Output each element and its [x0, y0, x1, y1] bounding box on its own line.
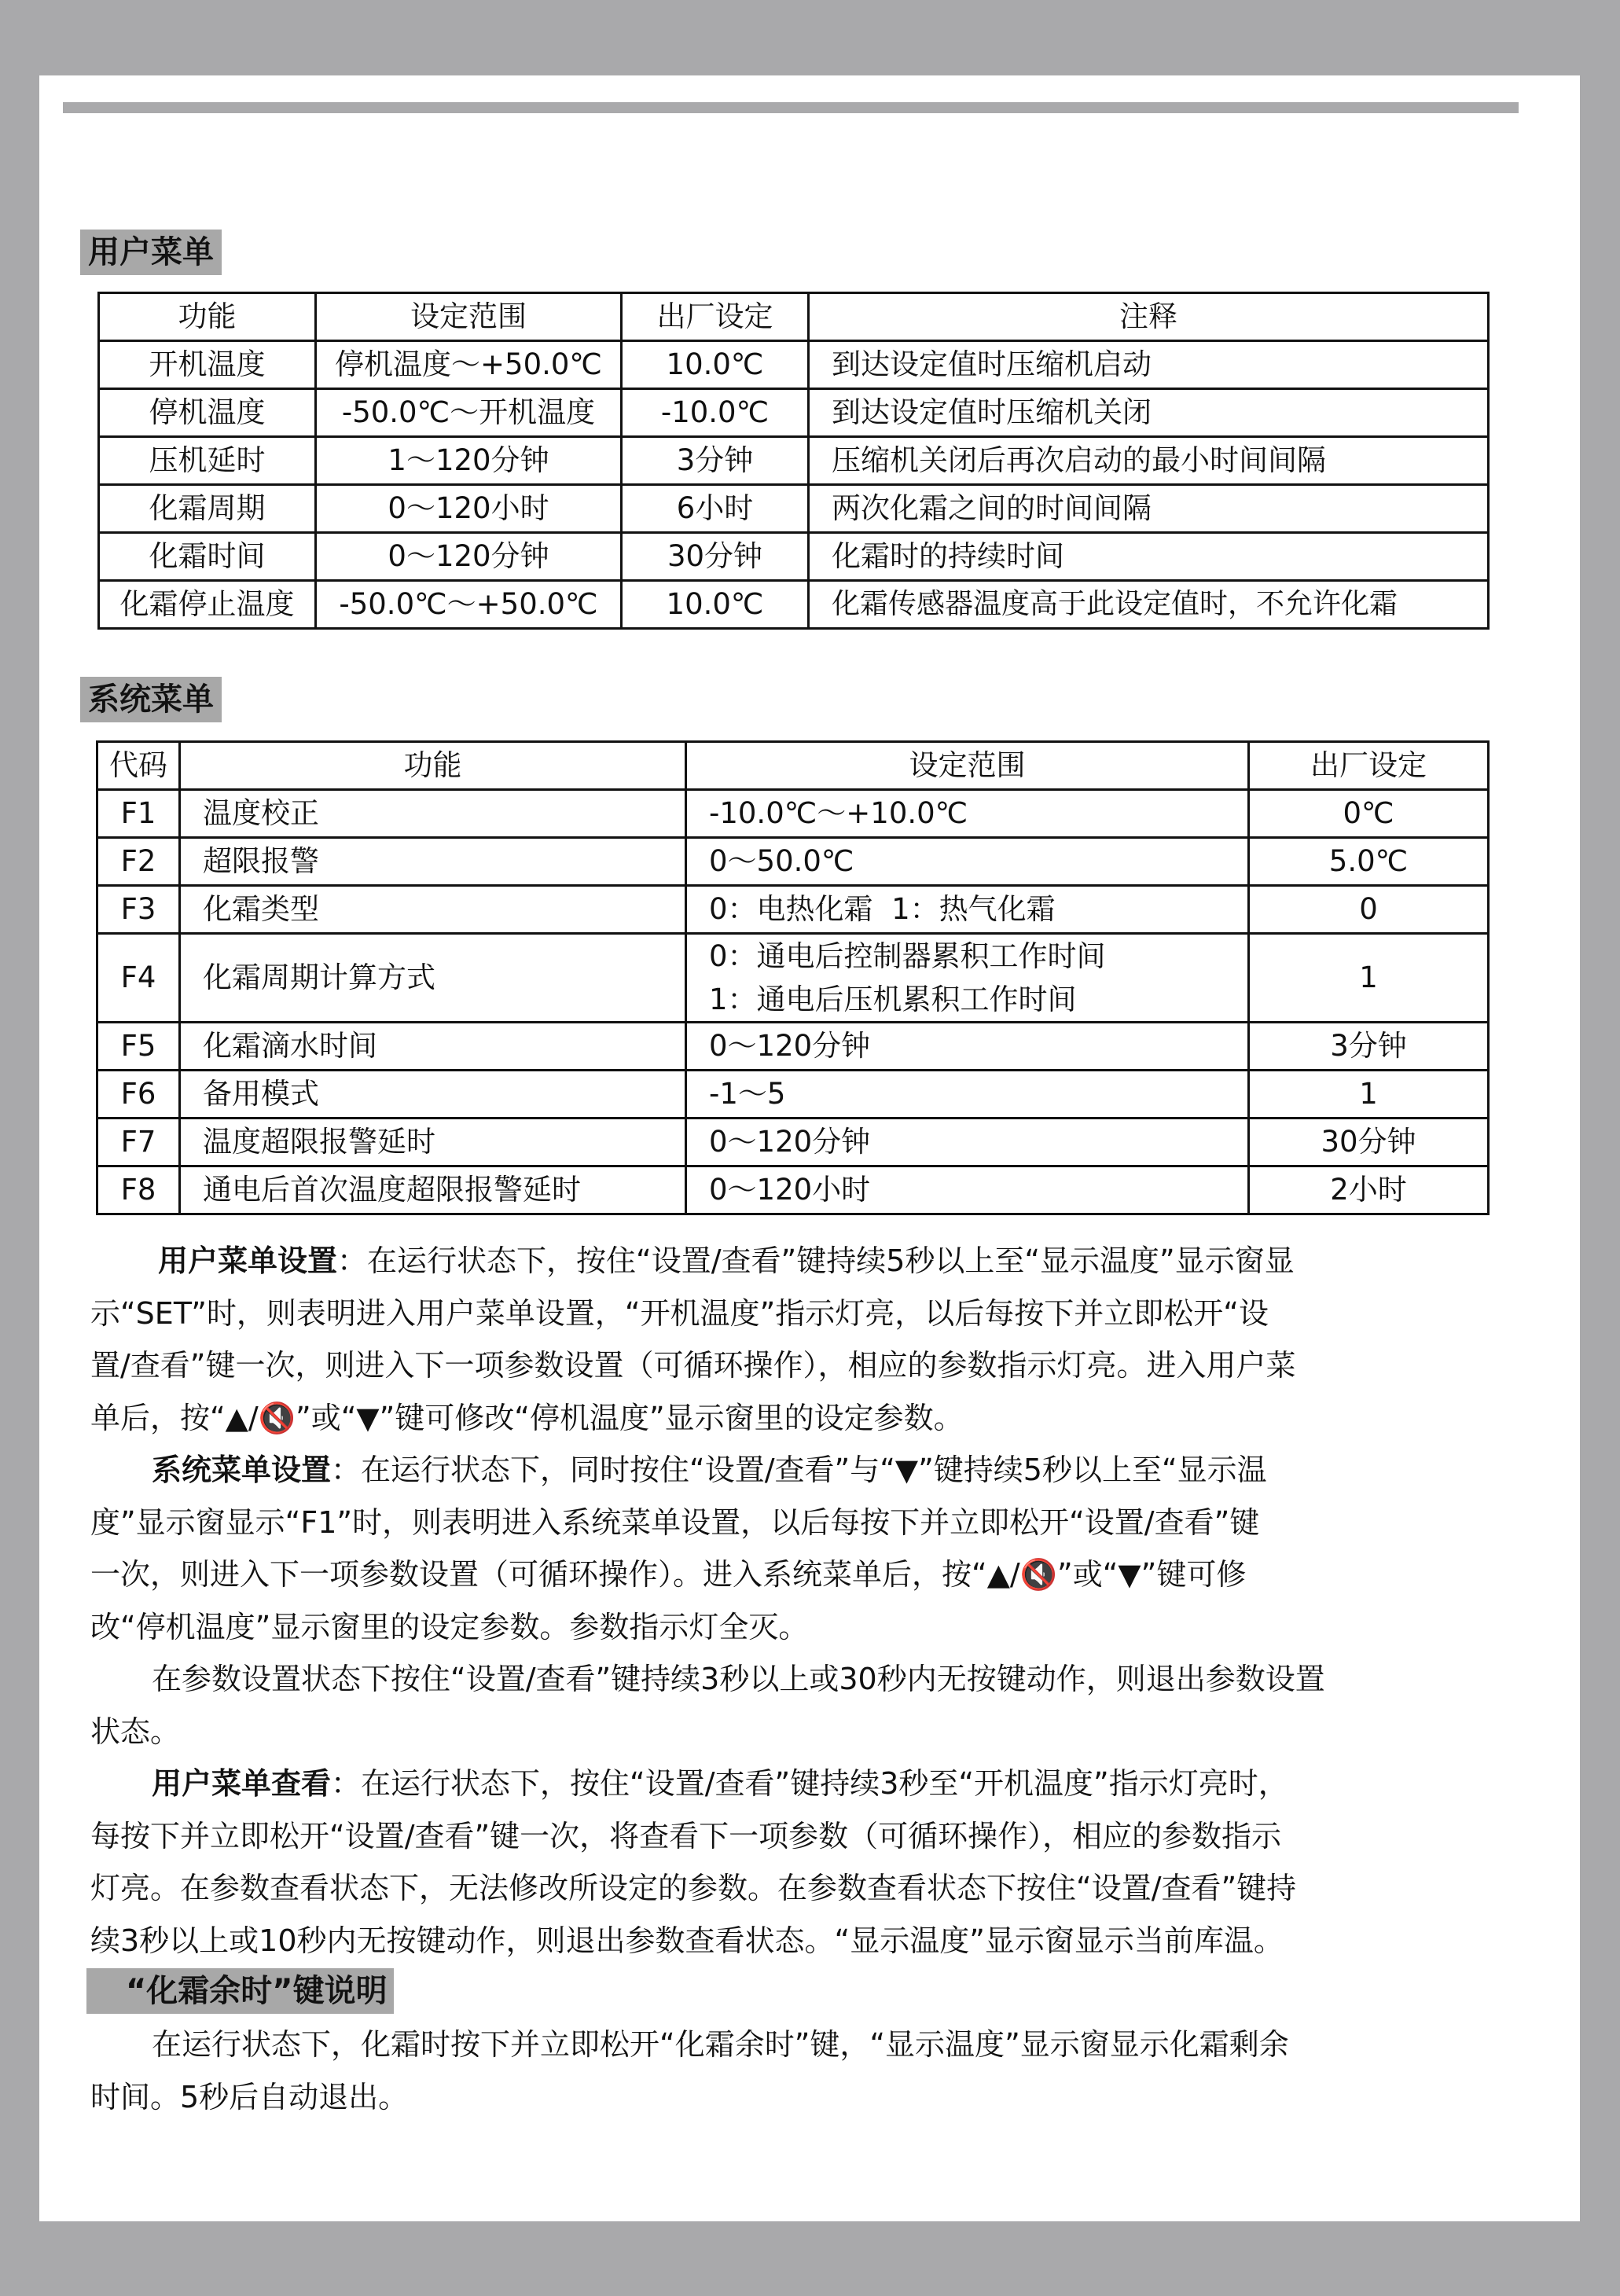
manual-page [39, 75, 1580, 2221]
table-row [99, 437, 1489, 485]
cell-function: 通电后首次温度超限报警延时 [180, 1166, 686, 1214]
cell-range: 停机温度～+50.0℃ [316, 341, 622, 389]
paragraph-line: 示“SET”时，则表明进入用户菜单设置，“开机温度”指示灯亮，以后每按下并立即松开“设 [90, 1295, 1269, 1331]
cell-function: 压机延时 [99, 437, 316, 485]
paragraph-line: 置/查看”键一次，则进入下一项参数设置（可循环操作），相应的参数指示灯亮。进入用户菜 [90, 1348, 1296, 1383]
range-line: 0：通电后控制器累积工作时间 [709, 939, 1106, 973]
table-row [99, 341, 1489, 389]
cell-range: 1～120分钟 [316, 437, 622, 485]
cell-default: 10.0℃ [622, 341, 809, 389]
cell-default: 30分钟 [1249, 1119, 1489, 1166]
system-menu-heading: 系统菜单 [80, 677, 222, 722]
cell-default: 10.0℃ [622, 581, 809, 629]
paragraph-text: ：在运行状态下，按住“设置/查看”键持续3秒至“开机温度”指示灯亮时， [331, 1766, 1288, 1801]
table-row [97, 1119, 1489, 1166]
cell-code: F3 [97, 886, 180, 934]
system-menu-table [96, 740, 1490, 1215]
cell-function: 备用模式 [180, 1071, 686, 1119]
defrost-key-paragraph [90, 2019, 1554, 2123]
paragraph-line: 改“停机温度”显示窗里的设定参数。参数指示灯全灭。 [90, 1609, 809, 1644]
cell-function: 超限报警 [180, 838, 686, 886]
system-menu-setting-paragraph [90, 1444, 1554, 1653]
user-menu-setting-paragraph [90, 1235, 1554, 1444]
cell-note: 两次化霜之间的时间间隔 [809, 485, 1489, 533]
paragraph-line: 单后，按“▲/🔇”或“▼”键可修改“停机温度”显示窗里的设定参数。 [90, 1400, 964, 1435]
cell-range [686, 934, 1249, 1023]
table-row [99, 389, 1489, 437]
cell-function: 开机温度 [99, 341, 316, 389]
cell-code: F8 [97, 1166, 180, 1214]
cell-range: 0～120分钟 [686, 1119, 1249, 1166]
cell-default: 0℃ [1249, 790, 1489, 838]
table-row [97, 1166, 1489, 1214]
cell-code: F4 [97, 934, 180, 1023]
table-header-row [99, 293, 1489, 341]
cell-function: 停机温度 [99, 389, 316, 437]
cell-code: F6 [97, 1071, 180, 1119]
paragraph-line: 度”显示窗显示“F1”时，则表明进入系统菜单设置，以后每按下并立即松开“设置/查看”键 [90, 1504, 1260, 1540]
cell-code: F1 [97, 790, 180, 838]
cell-function: 化霜周期计算方式 [180, 934, 686, 1023]
paragraph-line: 状态。 [90, 1714, 181, 1749]
user-menu-heading: 用户菜单 [80, 230, 222, 275]
cell-function: 化霜滴水时间 [180, 1023, 686, 1071]
cell-range: 0～120分钟 [316, 533, 622, 581]
cell-default: 6小时 [622, 485, 809, 533]
header-cell: 注释 [809, 293, 1489, 341]
paragraph-line: 一次，则进入下一项参数设置（可循环操作）。进入系统菜单后，按“▲/🔇”或“▼”键可修 [90, 1557, 1247, 1592]
table-row [99, 533, 1489, 581]
cell-function: 化霜类型 [180, 886, 686, 934]
cell-default: -10.0℃ [622, 389, 809, 437]
header-cell: 功能 [99, 293, 316, 341]
cell-function: 温度超限报警延时 [180, 1119, 686, 1166]
paragraph-label: 用户菜单查看 [152, 1766, 332, 1801]
paragraph-line: 在运行状态下，化霜时按下并立即松开“化霜余时”键，“显示温度”显示窗显示化霜剩余 [152, 2027, 1289, 2062]
cell-range: 0～120小时 [316, 485, 622, 533]
paragraph-line: 时间。5秒后自动退出。 [90, 2079, 409, 2114]
table-row [97, 886, 1489, 934]
paragraph-line: 每按下并立即松开“设置/查看”键一次，将查看下一项参数（可循环操作），相应的参数指示 [90, 1818, 1282, 1853]
table-row [99, 581, 1489, 629]
table-row [97, 790, 1489, 838]
header-cell: 出厂设定 [1249, 742, 1489, 790]
cell-code: F7 [97, 1119, 180, 1166]
cell-default: 3分钟 [1249, 1023, 1489, 1071]
table-row [99, 485, 1489, 533]
cell-range: -50.0℃～+50.0℃ [316, 581, 622, 629]
cell-range: -10.0℃～+10.0℃ [686, 790, 1249, 838]
exit-setting-paragraph [90, 1653, 1554, 1758]
table-row [97, 934, 1489, 1023]
cell-range: 0～120小时 [686, 1166, 1249, 1214]
cell-default: 2小时 [1249, 1166, 1489, 1214]
cell-range: -50.0℃～开机温度 [316, 389, 622, 437]
cell-function: 温度校正 [180, 790, 686, 838]
table-row [97, 1071, 1489, 1119]
paragraph-label: 系统菜单设置 [152, 1453, 332, 1487]
paragraph-text: ：在运行状态下，同时按住“设置/查看”与“▼”键持续5秒以上至“显示温 [331, 1453, 1267, 1487]
top-rule [63, 102, 1519, 113]
cell-note: 化霜传感器温度高于此设定值时，不允许化霜 [809, 581, 1489, 629]
cell-range: 0～50.0℃ [686, 838, 1249, 886]
cell-note: 压缩机关闭后再次启动的最小时间间隔 [809, 437, 1489, 485]
cell-function: 化霜停止温度 [99, 581, 316, 629]
cell-note: 到达设定值时压缩机启动 [809, 341, 1489, 389]
cell-note: 到达设定值时压缩机关闭 [809, 389, 1489, 437]
paragraph-label: 用户菜单设置 [158, 1244, 338, 1278]
cell-default: 0 [1249, 886, 1489, 934]
table-row [97, 838, 1489, 886]
cell-function: 化霜时间 [99, 533, 316, 581]
paragraph-line: 在参数设置状态下按住“设置/查看”键持续3秒以上或30秒内无按键动作，则退出参数设置 [152, 1662, 1325, 1696]
cell-range: 0：电热化霜 1：热气化霜 [686, 886, 1249, 934]
paragraph-line: 续3秒以上或10秒内无按键动作，则退出参数查看状态。“显示温度”显示窗显示当前库温。 [90, 1923, 1284, 1958]
cell-default: 5.0℃ [1249, 838, 1489, 886]
header-cell: 设定范围 [316, 293, 622, 341]
cell-code: F5 [97, 1023, 180, 1071]
cell-default: 30分钟 [622, 533, 809, 581]
user-menu-table [97, 292, 1490, 630]
paragraph-text: ：在运行状态下，按住“设置/查看”键持续5秒以上至“显示温度”显示窗显 [337, 1244, 1295, 1278]
cell-note: 化霜时的持续时间 [809, 533, 1489, 581]
cell-default: 1 [1249, 1071, 1489, 1119]
range-line: 1：通电后压机累积工作时间 [709, 983, 1077, 1016]
cell-function: 化霜周期 [99, 485, 316, 533]
cell-default: 3分钟 [622, 437, 809, 485]
table-row [97, 1023, 1489, 1071]
defrost-key-heading: “化霜余时”键说明 [86, 1968, 394, 2014]
cell-range: 0～120分钟 [686, 1023, 1249, 1071]
table-header-row [97, 742, 1489, 790]
user-menu-view-paragraph [90, 1758, 1554, 1967]
header-cell: 设定范围 [686, 742, 1249, 790]
cell-range: -1～5 [686, 1071, 1249, 1119]
cell-code: F2 [97, 838, 180, 886]
header-cell: 功能 [180, 742, 686, 790]
header-cell: 出厂设定 [622, 293, 809, 341]
header-cell: 代码 [97, 742, 180, 790]
paragraph-line: 灯亮。在参数查看状态下，无法修改所设定的参数。在参数查看状态下按住“设置/查看”键持 [90, 1871, 1297, 1905]
cell-default: 1 [1249, 934, 1489, 1023]
